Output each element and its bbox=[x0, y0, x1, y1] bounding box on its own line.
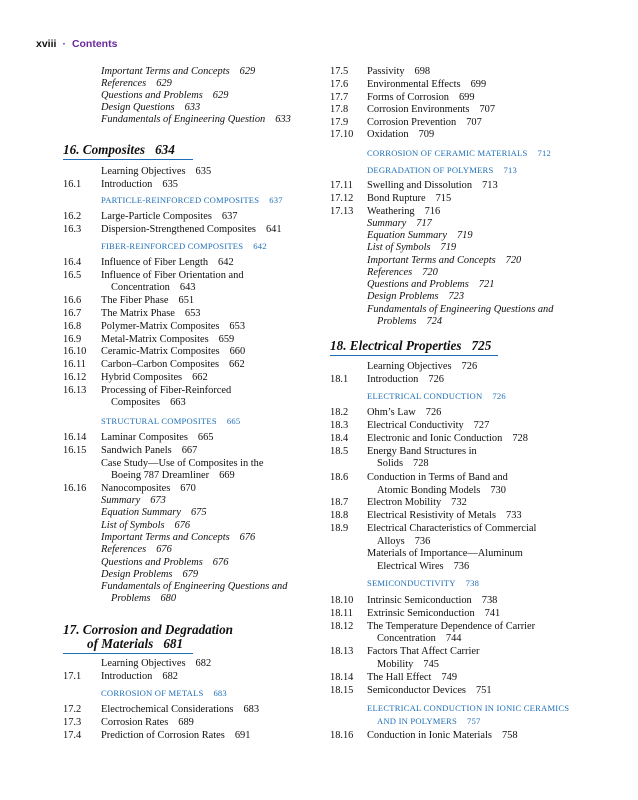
toc-entry: 16.7 The Matrix Phase 653 bbox=[63, 308, 201, 319]
toc-entry-continued: Concentration 744 bbox=[377, 633, 462, 644]
toc-entry-continued: Boeing 787 Dreamliner 669 bbox=[111, 470, 235, 481]
toc-entry: List of Symbols 719 bbox=[367, 242, 457, 253]
toc-entry: 17.8 Corrosion Environments 707 bbox=[330, 104, 496, 115]
toc-entry: 17.3 Corrosion Rates 689 bbox=[63, 717, 194, 728]
chapter-rule bbox=[63, 653, 193, 654]
toc-entry: 16.1 Introduction 635 bbox=[63, 179, 178, 190]
header-separator: · bbox=[62, 38, 66, 50]
section-subheading: CORROSION OF CERAMIC MATERIALS 712 bbox=[367, 148, 551, 158]
toc-entry: 17.11 Swelling and Dissolution 713 bbox=[330, 180, 498, 191]
section-subheading-continued: AND IN POLYMERS 757 bbox=[377, 716, 481, 726]
toc-entry: References 720 bbox=[367, 267, 438, 278]
section-subheading: ELECTRICAL CONDUCTION 726 bbox=[367, 391, 506, 401]
toc-entry: 18.14 The Hall Effect 749 bbox=[330, 672, 458, 683]
toc-entry: 18.5 Energy Band Structures in bbox=[330, 446, 477, 457]
toc-entry: Learning Objectives 635 bbox=[101, 166, 212, 177]
toc-entry: 16.2 Large-Particle Composites 637 bbox=[63, 211, 238, 222]
toc-entry-continued: Electrical Wires 736 bbox=[377, 561, 470, 572]
chapter-heading: 16. Composites 634 bbox=[63, 142, 175, 157]
toc-entry: 17.9 Corrosion Prevention 707 bbox=[330, 117, 482, 128]
toc-entry: Important Terms and Concepts 720 bbox=[367, 255, 522, 266]
section-subheading: STRUCTURAL COMPOSITES 665 bbox=[101, 416, 241, 426]
toc-entry-continued: Problems 680 bbox=[111, 593, 177, 604]
toc-entry: 17.7 Forms of Corrosion 699 bbox=[330, 92, 475, 103]
toc-entry-continued: Mobility 745 bbox=[377, 659, 439, 670]
section-subheading: ELECTRICAL CONDUCTION IN IONIC CERAMICS bbox=[367, 703, 570, 713]
section-subheading: PARTICLE-REINFORCED COMPOSITES 637 bbox=[101, 195, 283, 205]
toc-entry: Materials of Importance—Aluminum bbox=[367, 548, 523, 559]
toc-entry: 18.10 Intrinsic Semiconduction 738 bbox=[330, 595, 498, 606]
toc-entry: 16.6 The Fiber Phase 651 bbox=[63, 295, 195, 306]
toc-entry: 17.4 Prediction of Corrosion Rates 691 bbox=[63, 730, 251, 741]
toc-entry: 17.6 Environmental Effects 699 bbox=[330, 79, 487, 90]
toc-entry: Equation Summary 719 bbox=[367, 230, 473, 241]
toc-entry: 16.16 Nanocomposites 670 bbox=[63, 483, 196, 494]
chapter-heading: 17. Corrosion and Degradation bbox=[63, 622, 234, 637]
toc-entry: Important Terms and Concepts 629 bbox=[101, 66, 256, 77]
chapter-rule bbox=[330, 355, 498, 356]
toc-entry: 18.9 Electrical Characteristics of Commercial bbox=[330, 523, 537, 534]
toc-entry: Summary 673 bbox=[101, 495, 166, 506]
toc-entry: 17.2 Electrochemical Considerations 683 bbox=[63, 704, 260, 715]
toc-entry: 18.6 Conduction in Terms of Band and bbox=[330, 472, 508, 483]
page-number: xviii bbox=[36, 38, 57, 50]
toc-entry: Fundamentals of Engineering Questions and bbox=[367, 304, 554, 315]
toc-entry: 18.1 Introduction 726 bbox=[330, 374, 444, 385]
toc-entry: 16.12 Hybrid Composites 662 bbox=[63, 372, 208, 383]
toc-entry: 16.10 Ceramic-Matrix Composites 660 bbox=[63, 346, 246, 357]
toc-entry: 16.8 Polymer-Matrix Composites 653 bbox=[63, 321, 246, 332]
toc-entry-continued: Alloys 736 bbox=[377, 536, 431, 547]
toc-entry: Fundamentals of Engineering Question 633 bbox=[101, 114, 291, 125]
toc-entry-continued: Problems 724 bbox=[377, 316, 443, 327]
toc-entry: 18.7 Electron Mobility 732 bbox=[330, 497, 467, 508]
toc-entry: Questions and Problems 629 bbox=[101, 90, 229, 101]
toc-entry: References 629 bbox=[101, 78, 172, 89]
toc-entry: Questions and Problems 721 bbox=[367, 279, 495, 290]
toc-entry: References 676 bbox=[101, 544, 172, 555]
section-subheading: CORROSION OF METALS 683 bbox=[101, 688, 227, 698]
toc-entry: Questions and Problems 676 bbox=[101, 557, 229, 568]
toc-entry: 16.3 Dispersion-Strengthened Composites 641 bbox=[63, 224, 282, 235]
toc-entry: 18.13 Factors That Affect Carrier bbox=[330, 646, 480, 657]
toc-entry-continued: Atomic Bonding Models 730 bbox=[377, 485, 506, 496]
section-subheading: FIBER-REINFORCED COMPOSITES 642 bbox=[101, 241, 267, 251]
toc-entry: Learning Objectives 682 bbox=[101, 658, 212, 669]
toc-entry: 17.5 Passivity 698 bbox=[330, 66, 431, 77]
chapter-rule bbox=[63, 159, 193, 160]
toc-entry: 16.13 Processing of Fiber-Reinforced bbox=[63, 385, 232, 396]
toc-entry: 17.1 Introduction 682 bbox=[63, 671, 178, 682]
toc-entry: Fundamentals of Engineering Questions and bbox=[101, 581, 288, 592]
toc-entry-continued: Composites 663 bbox=[111, 397, 186, 408]
toc-entry: List of Symbols 676 bbox=[101, 520, 191, 531]
toc-entry: 17.12 Bond Rupture 715 bbox=[330, 193, 452, 204]
page-header bbox=[36, 38, 117, 50]
toc-entry: Learning Objectives 726 bbox=[367, 361, 478, 372]
toc-entry: 17.13 Weathering 716 bbox=[330, 206, 441, 217]
toc-entry: 18.12 The Temperature Dependence of Carrier bbox=[330, 621, 536, 632]
section-subheading: SEMICONDUCTIVITY 738 bbox=[367, 578, 480, 588]
running-head: Contents bbox=[71, 38, 118, 50]
toc-entry: 16.5 Influence of Fiber Orientation and bbox=[63, 270, 244, 281]
section-subheading: DEGRADATION OF POLYMERS 713 bbox=[367, 165, 517, 175]
toc-entry: 16.14 Laminar Composites 665 bbox=[63, 432, 214, 443]
toc-entry-continued: Concentration 643 bbox=[111, 282, 196, 293]
toc-entry: Equation Summary 675 bbox=[101, 507, 207, 518]
toc-entry: 18.16 Conduction in Ionic Materials 758 bbox=[330, 730, 518, 741]
toc-entry: 18.2 Ohm’s Law 726 bbox=[330, 407, 442, 418]
toc-entry: Design Problems 723 bbox=[367, 291, 465, 302]
chapter-heading: 18. Electrical Properties 725 bbox=[330, 338, 492, 353]
toc-entry: 18.3 Electrical Conductivity 727 bbox=[330, 420, 490, 431]
toc-entry: 18.4 Electronic and Ionic Conduction 728 bbox=[330, 433, 528, 444]
toc-entry: 18.11 Extrinsic Semiconduction 741 bbox=[330, 608, 501, 619]
chapter-heading-continued: of Materials 681 bbox=[87, 636, 184, 651]
toc-entry: Case Study—Use of Composites in the bbox=[101, 458, 264, 469]
toc-entry: Design Questions 633 bbox=[101, 102, 201, 113]
toc-entry: Important Terms and Concepts 676 bbox=[101, 532, 256, 543]
toc-entry: Design Problems 679 bbox=[101, 569, 199, 580]
toc-entry: 16.4 Influence of Fiber Length 642 bbox=[63, 257, 234, 268]
toc-entry: Summary 717 bbox=[367, 218, 432, 229]
toc-entry-continued: Solids 728 bbox=[377, 458, 429, 469]
toc-entry: 17.10 Oxidation 709 bbox=[330, 129, 435, 140]
toc-entry: 16.11 Carbon–Carbon Composites 662 bbox=[63, 359, 245, 370]
toc-entry: 16.9 Metal-Matrix Composites 659 bbox=[63, 334, 235, 345]
toc-entry: 18.15 Semiconductor Devices 751 bbox=[330, 685, 492, 696]
toc-entry: 16.15 Sandwich Panels 667 bbox=[63, 445, 198, 456]
toc-entry: 18.8 Electrical Resistivity of Metals 733 bbox=[330, 510, 522, 521]
